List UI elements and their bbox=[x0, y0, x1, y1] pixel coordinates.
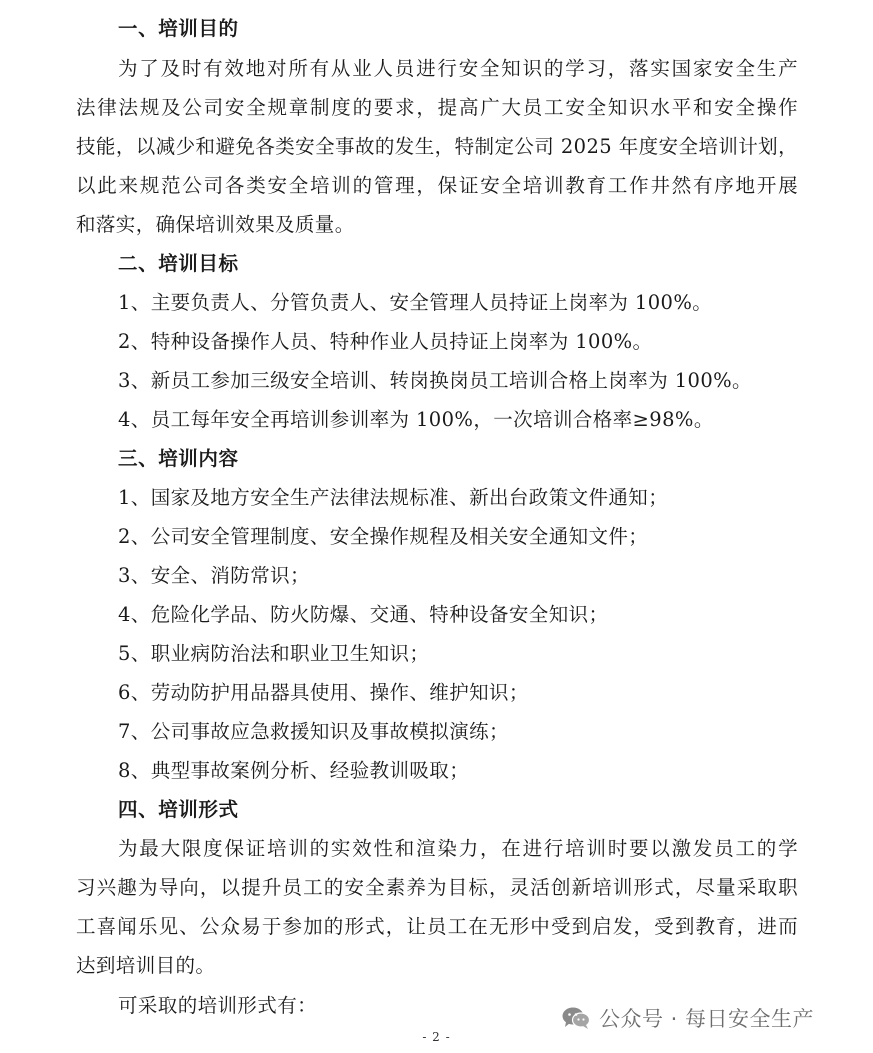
watermark bbox=[561, 1003, 814, 1033]
list-item: 1、主要负责人、分管负责人、安全管理人员持证上岗率为 100%。 bbox=[118, 291, 713, 314]
list-item: 1、国家及地方安全生产法律法规标准、新出台政策文件通知； bbox=[118, 486, 669, 509]
list-item: 2、公司安全管理制度、安全操作规程及相关安全通知文件； bbox=[118, 525, 649, 548]
list-item: 2、特种设备操作人员、特种作业人员持证上岗率为 100%。 bbox=[118, 330, 653, 353]
paragraph-line: 达到培训目的。 bbox=[76, 954, 216, 977]
section-heading-purpose: 一、培训目的 bbox=[118, 17, 239, 40]
watermark-text: 公众号 · 每日安全生产 bbox=[599, 1007, 815, 1031]
paragraph-line: 和落实，确保培训效果及质量。 bbox=[76, 213, 355, 236]
paragraph-line: 以此来规范公司各类安全培训的管理，保证安全培训教育工作井然有序地开展 bbox=[76, 174, 798, 197]
paragraph-line: 法律法规及公司安全规章制度的要求，提高广大员工安全知识水平和安全操作 bbox=[76, 96, 798, 119]
list-item: 5、职业病防治法和职业卫生知识； bbox=[118, 642, 430, 665]
paragraph-line: 为了及时有效地对所有从业人员进行安全知识的学习，落实国家安全生产 bbox=[118, 57, 798, 80]
list-item: 3、新员工参加三级安全培训、转岗换岗员工培训合格上岗率为 100%。 bbox=[118, 369, 752, 392]
paragraph-line: 习兴趣为导向，以提升员工的安全素养为目标，灵活创新培训形式，尽量采取职 bbox=[76, 876, 798, 899]
wechat-icon bbox=[561, 1005, 591, 1031]
section-heading-format: 四、培训形式 bbox=[118, 798, 239, 821]
section-heading-content: 三、培训内容 bbox=[118, 447, 239, 470]
list-item: 3、安全、消防常识； bbox=[118, 564, 310, 587]
section-heading-goals: 二、培训目标 bbox=[118, 252, 239, 275]
list-item: 6、劳动防护用品器具使用、操作、维护知识； bbox=[118, 681, 529, 704]
page-number: - 2 - bbox=[422, 1030, 451, 1044]
list-item: 4、员工每年安全再培训参训率为 100%，一次培训合格率≥98%。 bbox=[118, 408, 714, 431]
list-item: 7、公司事故应急救援知识及事故模拟演练； bbox=[118, 720, 509, 743]
paragraph-line: 工喜闻乐见、公众易于参加的形式，让员工在无形中受到启发，受到教育，进而 bbox=[76, 915, 798, 938]
paragraph-line: 为最大限度保证培训的实效性和渲染力，在进行培训时要以激发员工的学 bbox=[118, 837, 798, 860]
paragraph-line: 可采取的培训形式有： bbox=[118, 994, 318, 1017]
list-item: 4、危险化学品、防火防爆、交通、特种设备安全知识； bbox=[118, 603, 609, 626]
paragraph-line: 技能，以减少和避免各类安全事故的发生，特制定公司 2025 年度安全培训计划， bbox=[76, 135, 798, 158]
list-item: 8、典型事故案例分析、经验教训吸取； bbox=[118, 759, 470, 782]
